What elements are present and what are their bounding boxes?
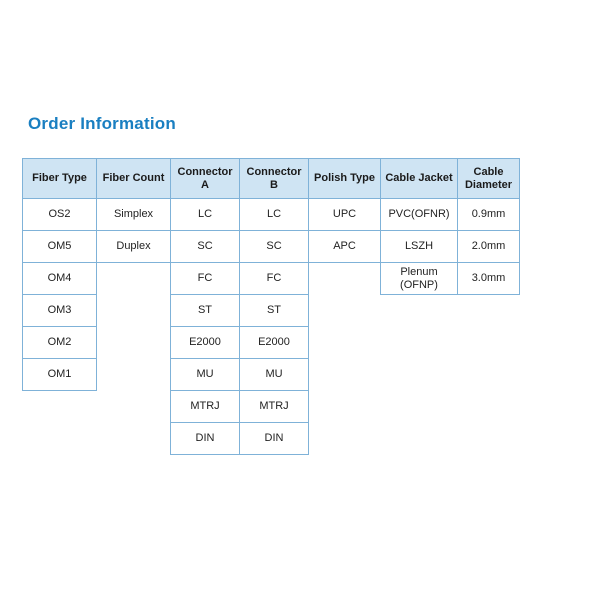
table-cell: MU: [240, 359, 309, 391]
table-row: [23, 199, 520, 231]
order-information-table: [22, 158, 520, 455]
table-row: [23, 327, 520, 359]
table-cell-empty: [97, 391, 171, 423]
page-title: Order Information: [28, 114, 176, 133]
table-cell: OS2: [23, 199, 97, 231]
table-header-cell-fiber-count: [97, 159, 171, 199]
table-header-row: [23, 159, 520, 199]
order-information-table-wrapper: [22, 158, 520, 455]
table-cell: SC: [240, 231, 309, 263]
table-cell-empty: [381, 391, 458, 423]
header-line: Diameter: [464, 178, 513, 191]
table-cell-empty: [23, 391, 97, 423]
table-cell: ST: [171, 295, 240, 327]
table-header-cell-connector-a: [171, 159, 240, 199]
table-header-cell-cable-jacket: [381, 159, 458, 199]
table-cell: OM5: [23, 231, 97, 263]
table-cell: Duplex: [97, 231, 171, 263]
table-cell: Simplex: [97, 199, 171, 231]
header-line: Cable: [473, 165, 504, 178]
table-cell: LC: [171, 199, 240, 231]
table-header-cell-polish-type: [309, 159, 381, 199]
header-line: A: [201, 178, 209, 191]
table-header-cell-connector-b: [240, 159, 309, 199]
table-row: [23, 295, 520, 327]
table-cell-empty: [97, 423, 171, 455]
table-cell: 2.0mm: [458, 231, 520, 263]
table-cell-empty: [309, 295, 381, 327]
table-cell: 3.0mm: [458, 263, 520, 295]
header-line: Connector: [177, 165, 233, 178]
table-header-cell-fiber-type: [23, 159, 97, 199]
table-cell: MU: [171, 359, 240, 391]
cell-line: (OFNP): [400, 278, 438, 291]
table-cell-empty: [458, 391, 520, 423]
table-cell: E2000: [240, 327, 309, 359]
header-line: Fiber Type: [32, 172, 87, 185]
table-cell: OM4: [23, 263, 97, 295]
table-cell: E2000: [171, 327, 240, 359]
table-cell-empty: [97, 327, 171, 359]
table-cell-empty: [458, 295, 520, 327]
table-cell-cable-jacket-plenum: [381, 263, 458, 295]
table-cell-empty: [381, 359, 458, 391]
table-cell-empty: [97, 295, 171, 327]
table-cell: MTRJ: [240, 391, 309, 423]
table-cell-empty: [97, 359, 171, 391]
table-cell: OM1: [23, 359, 97, 391]
table-cell-empty: [458, 359, 520, 391]
table-cell: FC: [240, 263, 309, 295]
table-cell-empty: [23, 423, 97, 455]
table-cell: FC: [171, 263, 240, 295]
table-cell-empty: [381, 295, 458, 327]
table-header-cell-cable-diameter: [458, 159, 520, 199]
header-line: B: [270, 178, 278, 191]
table-cell-empty: [309, 263, 381, 295]
table-cell: DIN: [240, 423, 309, 455]
table-cell: APC: [309, 231, 381, 263]
table-cell: OM2: [23, 327, 97, 359]
header-line: Polish Type: [314, 172, 375, 185]
table-cell-empty: [97, 263, 171, 295]
table-cell-empty: [309, 359, 381, 391]
table-row: [23, 391, 520, 423]
table-cell: 0.9mm: [458, 199, 520, 231]
table-cell: LC: [240, 199, 309, 231]
table-cell-empty: [309, 327, 381, 359]
table-row: [23, 263, 520, 295]
table-cell-empty: [381, 423, 458, 455]
table-cell-empty: [458, 423, 520, 455]
table-cell-empty: [309, 423, 381, 455]
header-line: Cable Jacket: [385, 172, 453, 185]
table-row: [23, 423, 520, 455]
table-cell: ST: [240, 295, 309, 327]
table-cell-empty: [458, 327, 520, 359]
table-cell: PVC(OFNR): [381, 199, 458, 231]
table-row: [23, 359, 520, 391]
table-cell: LSZH: [381, 231, 458, 263]
table-cell-empty: [309, 391, 381, 423]
table-cell-empty: [381, 327, 458, 359]
header-line: Connector: [246, 165, 302, 178]
table-cell: DIN: [171, 423, 240, 455]
table-row: [23, 231, 520, 263]
table-cell: OM3: [23, 295, 97, 327]
table-cell: SC: [171, 231, 240, 263]
cell-line: Plenum: [400, 265, 438, 278]
table-cell: UPC: [309, 199, 381, 231]
table-cell: MTRJ: [171, 391, 240, 423]
header-line: Fiber Count: [102, 172, 165, 185]
